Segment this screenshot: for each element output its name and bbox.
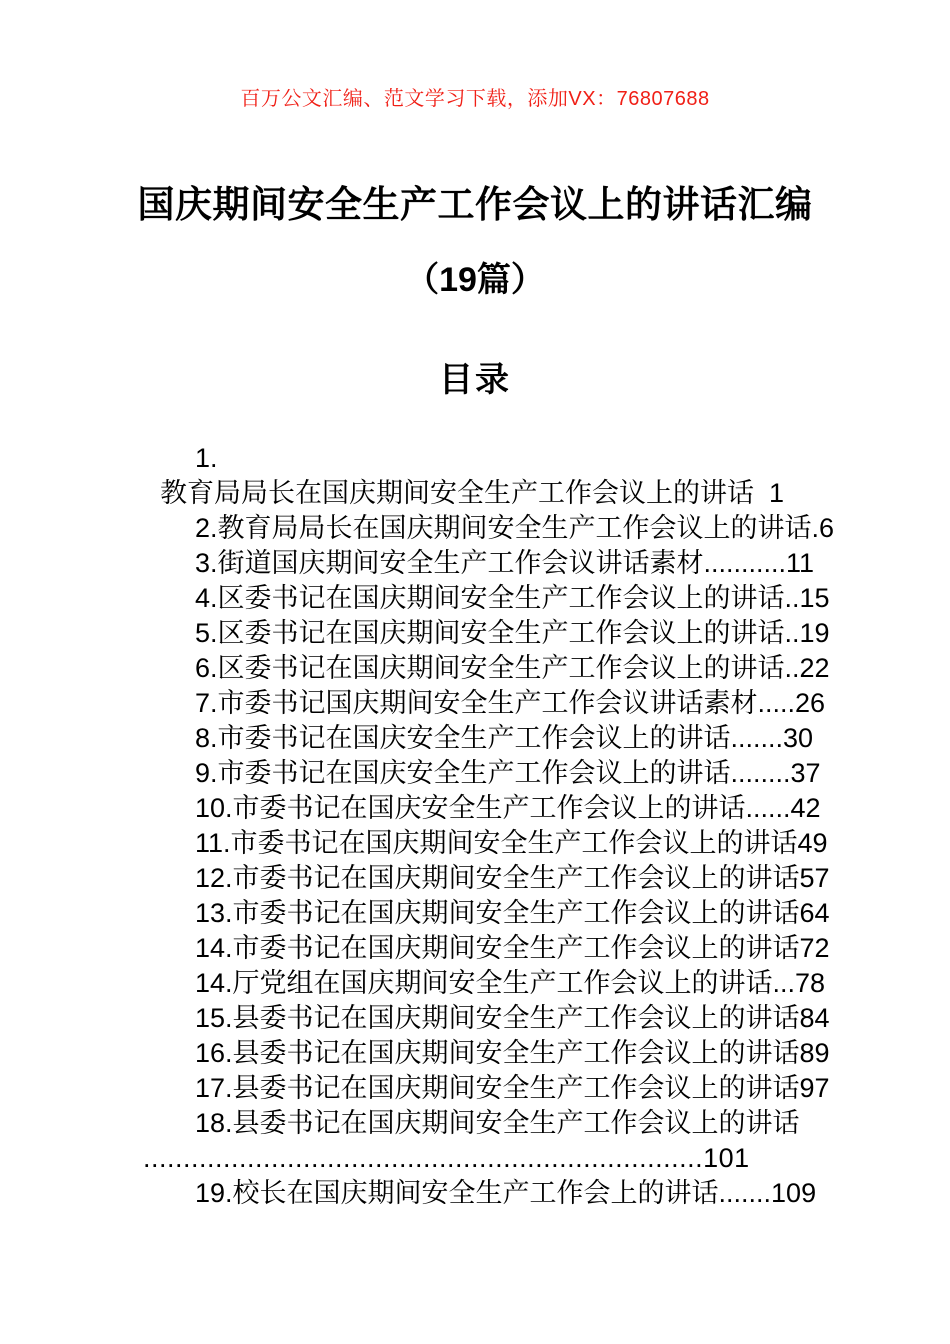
toc-entry-line[interactable]: 10.市委书记在国庆安全生产工作会议上的讲话......42 — [195, 793, 821, 823]
toc-entry-line[interactable]: 12.市委书记在国庆期间安全生产工作会议上的讲话57 — [195, 863, 830, 893]
toc-entry-line[interactable]: 18.县委书记在国庆期间安全生产工作会议上的讲话 — [195, 1108, 800, 1138]
toc-list — [143, 441, 840, 1211]
toc-entry-line[interactable]: 14.厅党组在国庆期间安全生产工作会议上的讲话...78 — [195, 968, 826, 998]
toc-entry-line[interactable]: 4.区委书记在国庆期间安全生产工作会议上的讲话..15 — [195, 583, 830, 613]
toc-entry-line[interactable]: 2.教育局局长在国庆期间安全生产工作会议上的讲话.6 — [195, 513, 835, 543]
toc-entry-line[interactable]: 14.市委书记在国庆期间安全生产工作会议上的讲话72 — [195, 933, 830, 963]
toc-entry-line[interactable]: 9.市委书记在国庆安全生产工作会议上的讲话........37 — [195, 758, 821, 788]
toc-heading: 目录 — [439, 361, 511, 399]
toc-entry-line[interactable]: 7.市委书记国庆期间安全生产工作会议讲话素材.....26 — [195, 688, 826, 718]
toc-entry-line[interactable]: 11.市委书记在国庆期间安全生产工作会议上的讲话49 — [195, 828, 828, 858]
toc-entry-line[interactable]: ......................................................................101 — [143, 1143, 750, 1173]
toc-entry-line[interactable]: 16.县委书记在国庆期间安全生产工作会议上的讲话89 — [195, 1038, 830, 1068]
toc-entry-line[interactable]: 3.街道国庆期间安全生产工作会议讲话素材...........11 — [195, 548, 815, 578]
document-title: 国庆期间安全生产工作会议上的讲话汇编 — [137, 184, 813, 225]
toc-entry-line[interactable]: 19.校长在国庆期间安全生产工作会上的讲话.......109 — [195, 1178, 817, 1208]
toc-entry-line[interactable]: 13.市委书记在国庆期间安全生产工作会议上的讲话64 — [195, 898, 830, 928]
toc-entry-line[interactable]: 17.县委书记在国庆期间安全生产工作会议上的讲话97 — [195, 1073, 830, 1103]
toc-entry-line[interactable]: 1. — [195, 443, 218, 473]
promo-banner: 百万公文汇编、范文学习下载，添加VX：76807688 — [240, 88, 710, 110]
toc-entry-line[interactable]: 5.区委书记在国庆期间安全生产工作会议上的讲话..19 — [195, 618, 830, 648]
toc-entry-line[interactable]: 6.区委书记在国庆期间安全生产工作会议上的讲话..22 — [195, 653, 830, 683]
document-title-count: （19篇） — [405, 261, 545, 299]
toc-entry-line[interactable]: 15.县委书记在国庆期间安全生产工作会议上的讲话84 — [195, 1003, 830, 1033]
toc-entry-line[interactable]: 8.市委书记在国庆安全生产工作会议上的讲话.......30 — [195, 723, 814, 753]
toc-entry-line[interactable]: 教育局局长在国庆期间安全生产工作会议上的讲话 1 — [160, 478, 785, 508]
